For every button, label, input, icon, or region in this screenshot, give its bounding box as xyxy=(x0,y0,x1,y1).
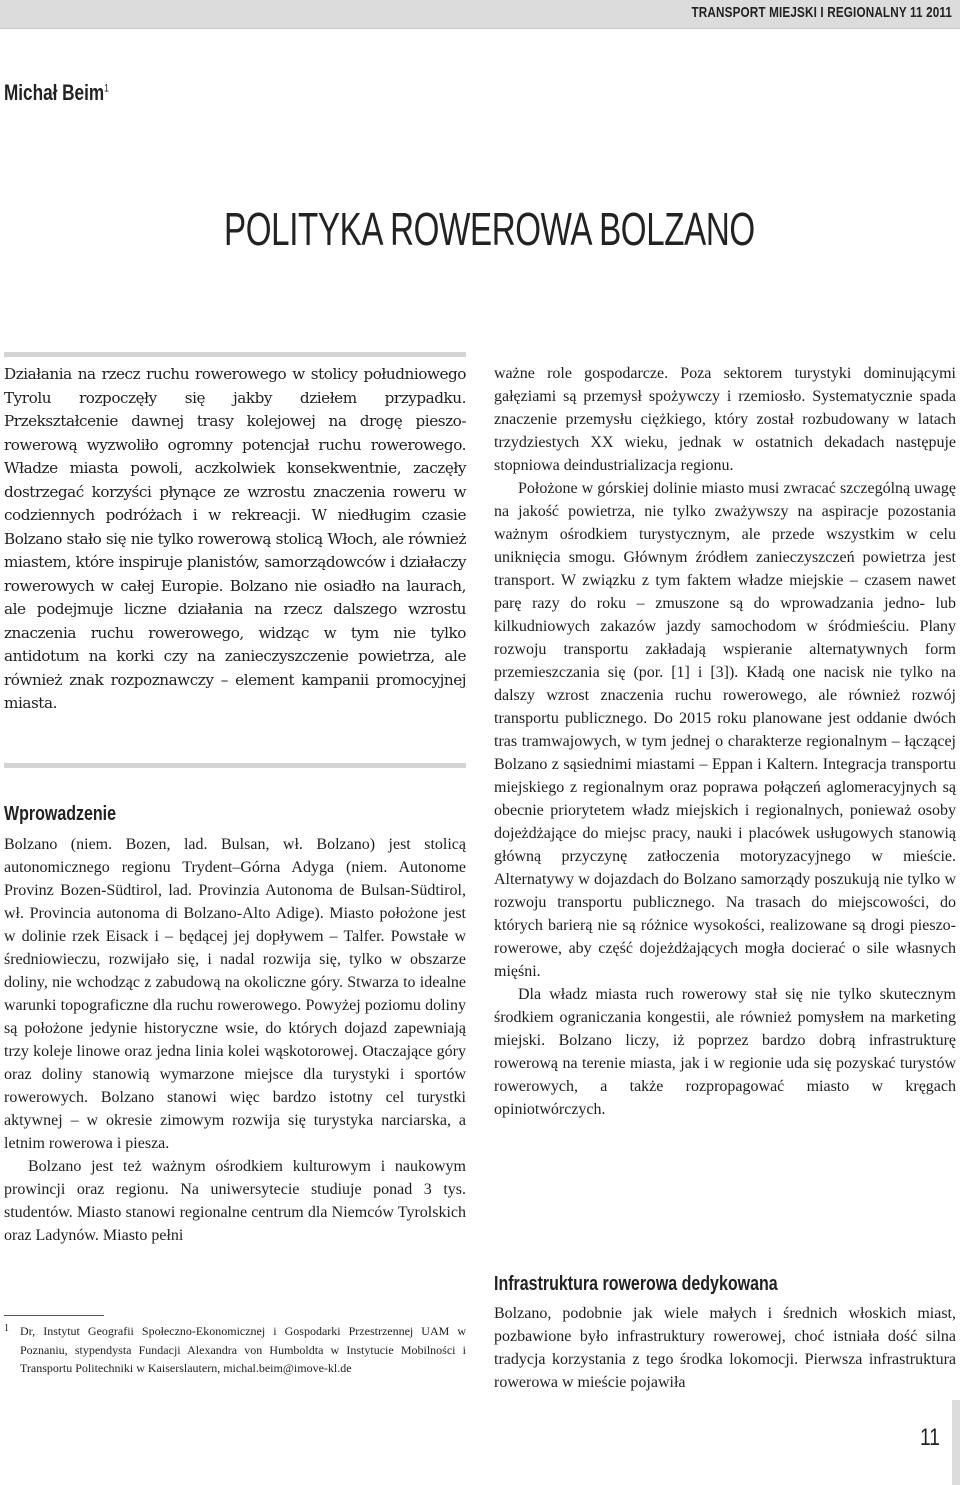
abstract: Działania na rzecz ruchu rowerowego w stolicy południowego Tyrolu rozpoczęły się jakby dziełem przypadku. Przekształcenie dawnej trasy kolejowej na drogę pieszo-rowerową wyzwoliło ogromny potencjał ruchu rowerowego. Władze miasta powoli, aczkolwiek konsekwentnie, zaczęły dostrzegać korzyści płynące ze wzrostu znaczenia roweru w codziennych podróżach i w rekreacji. W niedługim czasie Bolzano stało się nie tylko rowerową stolicą Włoch, ale również miastem, które inspiruje planistów, samorządowców i działaczy rowerowych w całej Europie. Bolzano nie osiadło na laurach, ale podejmuje liczne działania na rzecz dalszego wzrostu znaczenia ruchu rowerowego, widząc w tym nie tylko antidotum na korki czy na zanieczyszczenie powietrza, ale również znak rozpoznawczy – element kampanii promocyjnej miasta. xyxy=(4,365,466,712)
abstract-top-rule xyxy=(4,352,466,357)
right-paragraph-3: Dla władz miasta ruch rowerowy stał się nie tylko skutecznym środkiem ograniczania kongestii, ale również pomysłem na marketing miejski. Bolzano liczy, iż poprzez bardzo dobrą infrastrukturę rowerową na terenie miasta, jak i w regionie uda się pozyskać turystów rowerowych, a także rozpropagować miasto w kręgach opiniotwórczych. xyxy=(494,986,956,1118)
intro-text xyxy=(4,833,466,1247)
author-name-text: Michał Beim xyxy=(4,80,105,105)
intro-paragraph-1: Bolzano (niem. Bozen, lad. Bulsan, wł. Bolzano) jest stolicą autonomicznego regionu Trydent–Górna Adyga (niem. Autonome Provinz Bozen-Südtirol, lad. Provinzia Autonoma de Bulsan-Südtirol, wł. Provincia autonoma di Bolzano-Alto Adige). Miasto położone jest w dolinie rzek Eisack i – będącej jej dopływem – Talfer. Powstałe w średniowieczu, rozwijało się, i nadal rozwija się, tylko w obszarze doliny, nie wchodząc z zabudową na okoliczne góry. Stwarza to idealne warunki topograficzne dla ruchu rowerowego. Powyżej poziomu doliny są położone jedynie historyczne wsie, do których dojazd zapewniają trzy koleje linowe oraz jedna linia kolei wąskotorowej. Otaczające góry oraz doliny stanowią wymarzone miejsce dla turystyki i sportów rowerowych. Bolzano stanowi więc bardzo istotny cel turystki aktywnej – w okresie zimowym rozwija się turystyka narciarska, a letnim rowerowa i piesza. xyxy=(4,836,466,1152)
journal-title: TRANSPORT MIEJSKI I REGIONALNY 11 2011 xyxy=(691,4,952,21)
intro-paragraph-2: Bolzano jest też ważnym ośrodkiem kulturowym i naukowym prowincji oraz regionu. Na uniwersytecie studiuje ponad 3 tys. studentów. Miasto stanowi regionalne centrum dla Niemców Tyrolskich oraz Ladynów. Miasto pełni xyxy=(4,1158,466,1244)
footnote xyxy=(4,1322,466,1378)
page-number: 11 xyxy=(920,1424,940,1451)
right-paragraph-2: Położone w górskiej dolinie miasto musi zwracać szczególną uwagę na jakość powietrza, nie tylko zważywszy na aspiracje pozostania ważnym ośrodkiem turystycznym, ale przede wszystkim w celu uniknięcia smogu. Głównym źródłem zanieczyszczeń powietrza jest transport. W związku z tym faktem władze miejskie – czasem nawet parę razy do roku – zmuszone są do wprowadzania jedno- lub kilkudniowych zakazów jazdy samochodom w śródmieściu. Plany rozwoju transportu zakładają wspieranie alternatywnych form przemieszczania się (por. [1] i [3]). Kładą one nacisk nie tylko na dalszy wzrost znaczenia ruchu rowerowego, ale również rozwój transportu publicznego. Do 2015 roku planowane jest oddanie dwóch tras tramwajowych, w tym jednej o charakterze regionalnym – łączącej Bolzano z sąsiednimi miastami – Eppan i Kaltern. Integracja transportu miejskiego z regionalnym oraz poprawa połączeń aglomeracyjnych są obecnie priorytetem władz miejskich i regionalnych, ponieważ osoby dojeżdżające do miejsc pracy, nauki i placówek usługowych stanowią główną przyczynę zatłoczenia motoryzacyjnego w mieście. Alternatywy w dojazdach do Bolzano samorządy poszukują nie tylko w rozwoju transportu publicznego. Na trasach do miejscowości, do których barierą nie są różnice wysokości, realizowane są drogi pieszo-rowerowe, aby część dojeżdżających mogła docierać o sile własnych mięśni. xyxy=(494,480,956,980)
abstract-bottom-rule xyxy=(4,763,466,768)
section-heading-intro: Wprowadzenie xyxy=(4,803,117,825)
header-bar xyxy=(0,0,960,29)
section-heading-infrastructure: Infrastruktura rowerowa dedykowana xyxy=(494,1273,778,1295)
page-edge-bar xyxy=(952,1400,960,1485)
right-column-text xyxy=(494,362,956,1121)
author-footnote-mark: 1 xyxy=(104,82,109,95)
infrastructure-paragraph-1: Bolzano, podobnie jak wiele małych i średnich włoskich miast, pozbawione było infrastruktury rowerowej, choć istniała dość silna tradycja korzystania z tego środka lokomocji. Pierwsza infrastruktura rowerowa w mieście pojawiła xyxy=(494,1305,956,1391)
footnote-text: Dr, Instytut Geografii Społeczno-Ekonomicznej i Gospodarki Przestrzennej UAM w Poznaniu, stypendysta Fundacji Alexandra von Humboldta w Instytucie Mobilności i Transportu Politechniki w Kaiserslautern, michal.beim@imove-kl.de xyxy=(20,1324,466,1375)
article-title: POLITYKA ROWEROWA BOLZANO xyxy=(224,203,755,255)
right-paragraph-1: ważne role gospodarcze. Poza sektorem turystyki dominującymi gałęziami są przemysł spożywczy i rzemiosło. Systematycznie spada znaczenie przemysłu ciężkiego, który został rozbudowany w latach trzydziestych XX wieku, jednak w ostatnich dekadach następuje stopniowa deindustrializacja regionu. xyxy=(494,365,956,474)
author-name xyxy=(4,80,109,106)
footnote-rule xyxy=(4,1315,104,1316)
footnote-mark: 1 xyxy=(4,1323,9,1334)
infrastructure-text xyxy=(494,1302,956,1394)
